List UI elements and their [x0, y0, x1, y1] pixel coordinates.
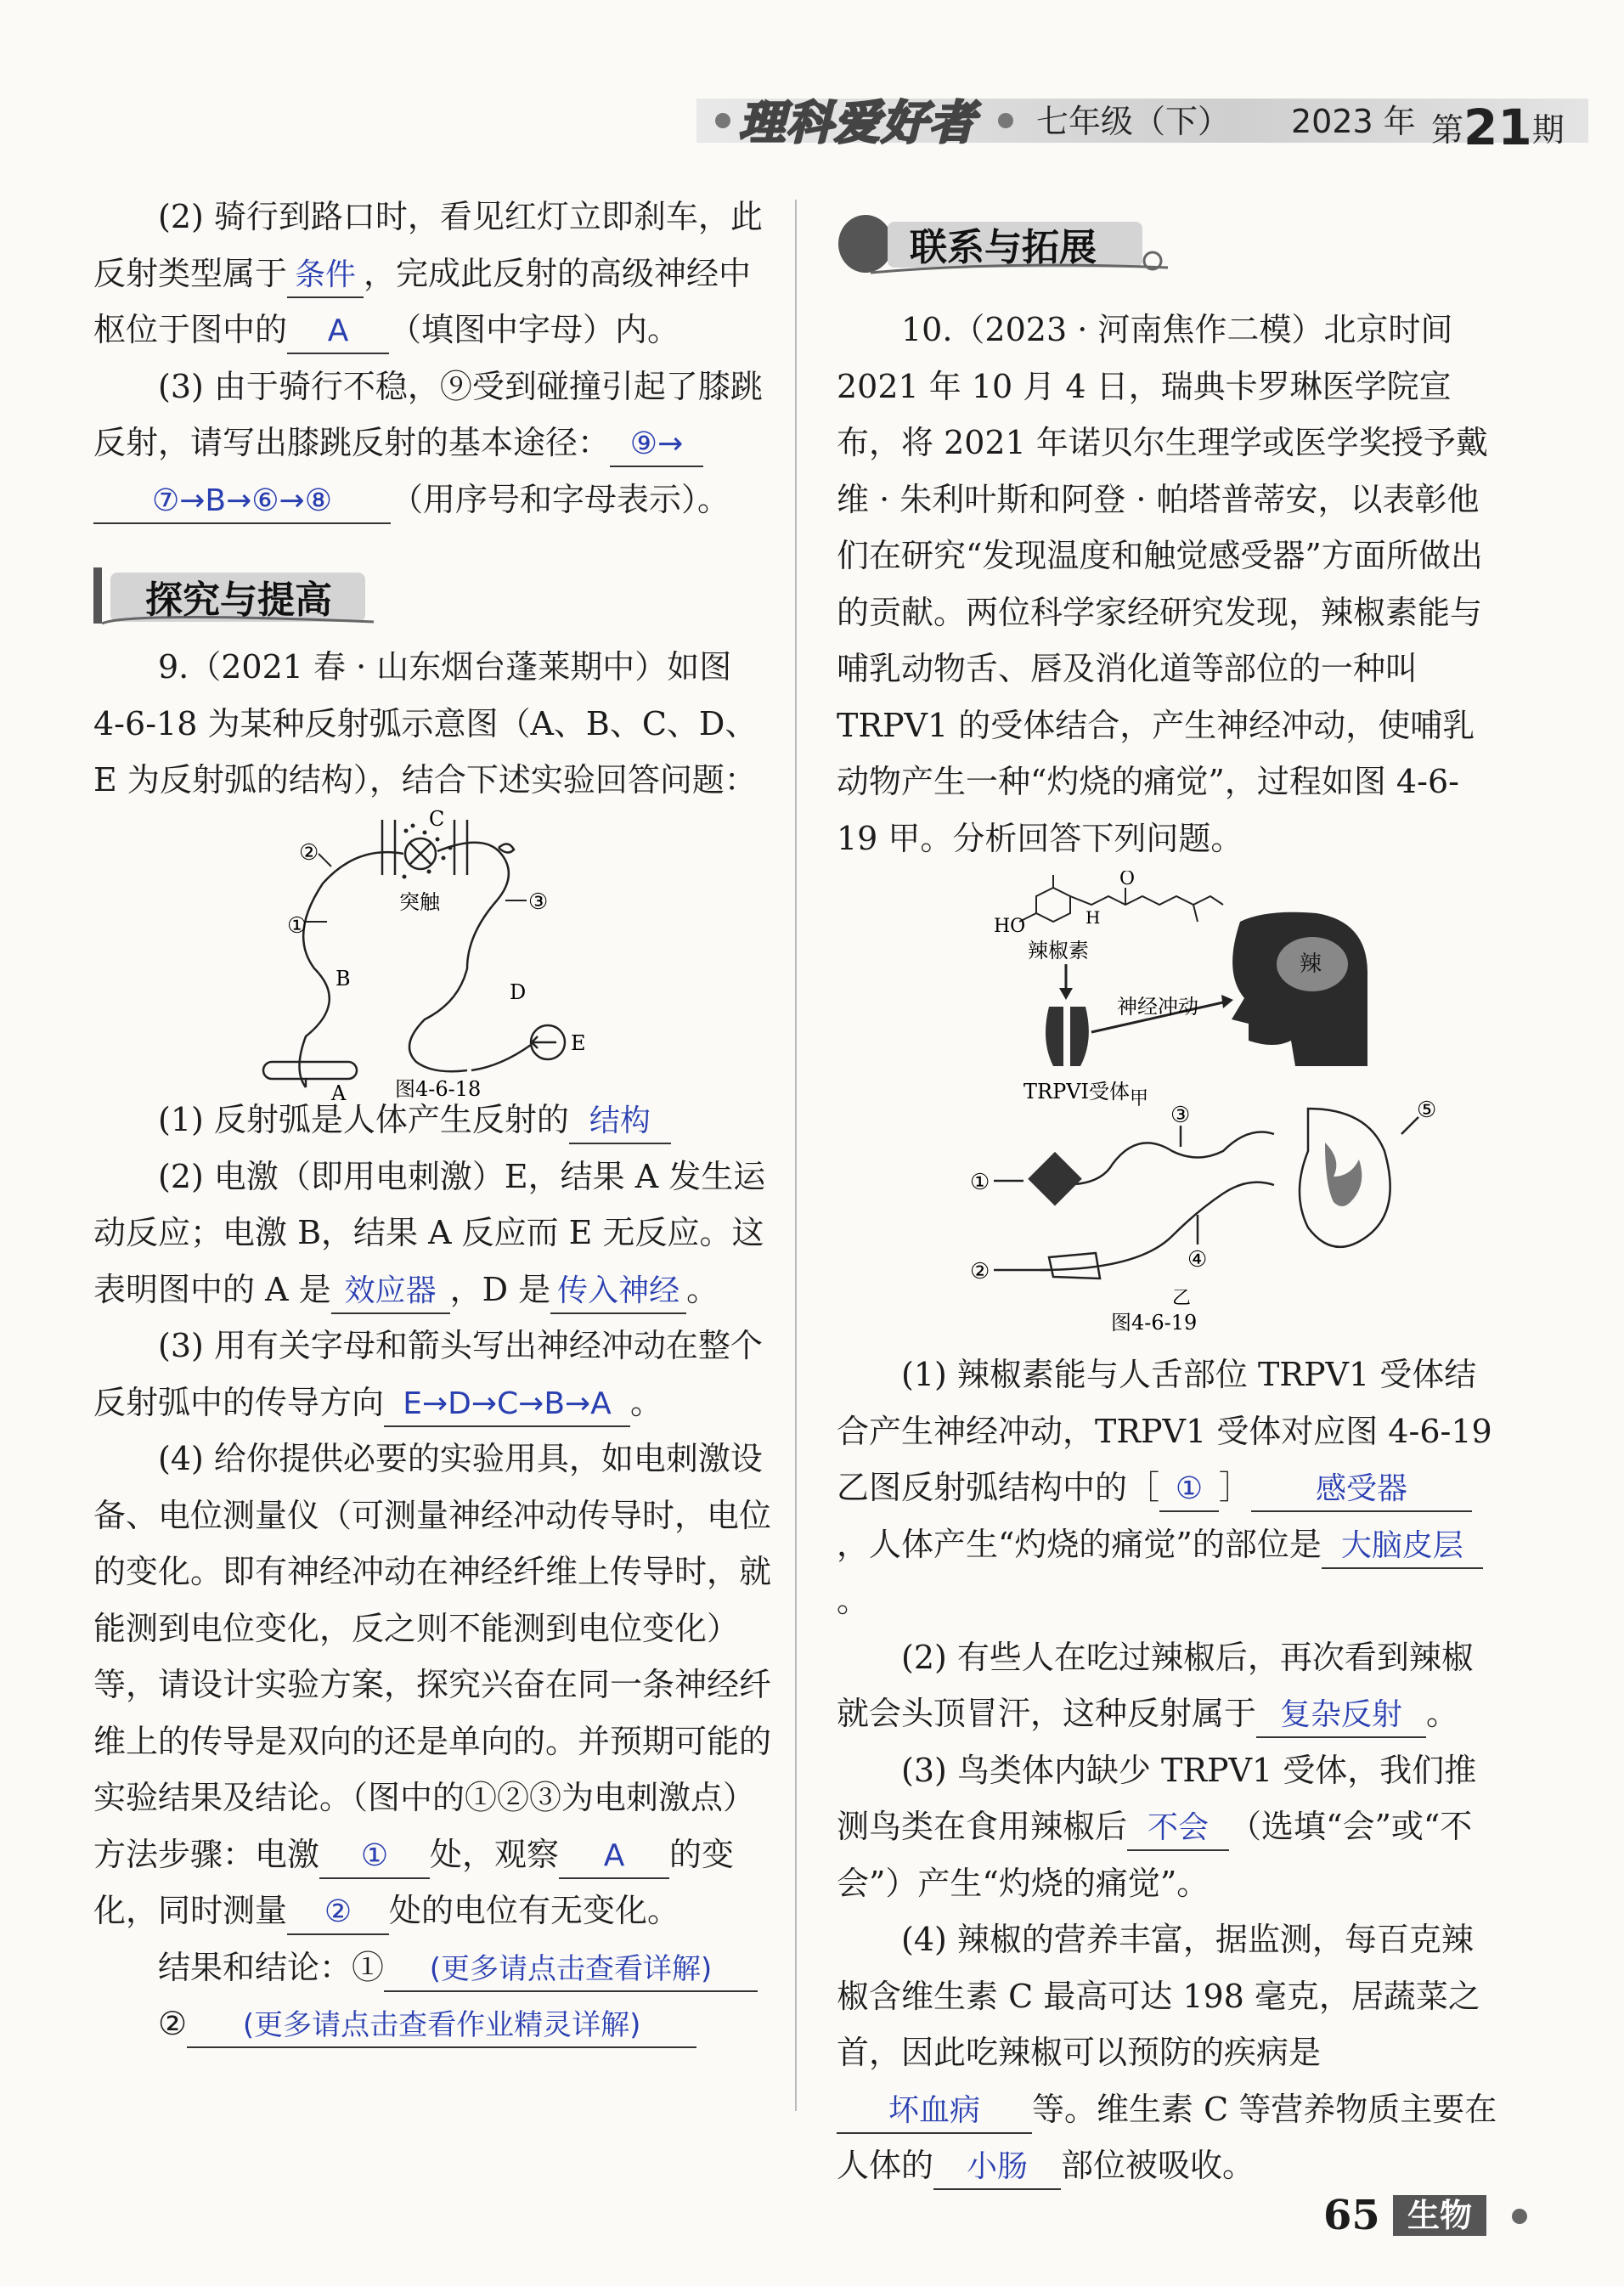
impulse-label: 神经冲动 [1117, 995, 1198, 1019]
answer-blank[interactable]: 不会 [1127, 1807, 1229, 1851]
subject-badge: 生物 [1393, 2195, 1486, 2236]
q8-part3: (3) 由于骑行不稳，⑨受到碰撞引起了膝跳反射，请写出膝跳反射的基本途径： ⑨→ ⑦→B→⑥→⑧ （用序号和字母表示）。 [93, 358, 773, 528]
q10-part2: (2) 有些人在吃过辣椒后，再次看到辣椒就会头顶冒汗，这种反射属于 复杂反射 。 [837, 1629, 1499, 1742]
answer-blank[interactable]: 小肠 [933, 2146, 1061, 2190]
page-number: 65 [1323, 2192, 1380, 2239]
q10-part1: (1) 辣椒素能与人舌部位 TRPV1 受体结合产生神经冲动，TRPV1 受体对应图 4-6-19 乙图反射弧结构中的［ ① ］ 感受器，人体产生“灼烧的痛觉”的部位是 大脑皮层。 [837, 1356, 1492, 1619]
answer-blank[interactable]: 结构 [569, 1100, 671, 1144]
arrow-icon [1059, 988, 1073, 1000]
q9-part2: (2) 电激（即用电刺激）E，结果 A 发生运动反应；电激 B，结果 A 反应而 E 无反应。这表明图中的 A 是 效应器 ，D 是 传入神经 。 [93, 1149, 773, 1318]
point-3-label: ③ [1170, 1103, 1191, 1128]
answer-blank[interactable]: 复杂反射 [1256, 1694, 1426, 1738]
brand-logo: 理科爱好者 [739, 96, 977, 150]
grade-label: 七年级（下） [1036, 103, 1231, 140]
answer-blank[interactable]: 条件 [287, 254, 364, 298]
capsaicin-label: 辣椒素 [1028, 939, 1089, 962]
answer-blank[interactable]: 大脑皮层 [1322, 1525, 1483, 1569]
label-E: E [571, 1031, 586, 1055]
method-steps: 方法步骤：电激 ① 处，观察 A 的变化，同时测量 ② 处的电位有无变化。 [93, 1826, 773, 1939]
label-D: D [510, 980, 527, 1004]
bullet-icon [1512, 2209, 1527, 2224]
answer-blank[interactable]: ⑨→ [610, 423, 703, 467]
q10-intro: 10.（2023 · 河南焦作二模）北京时间 2021 年 10 月 4 日，瑞典卡罗琳医学院宣布，将 2021 年诺贝尔生理学或医学奖授予戴维 · 朱利叶斯和阿登 · 帕塔普蒂安，以表彰他们在研究“发现温度和触觉感受器”方面所做出的贡献。两位科学家经研究发现，辣椒素能与哺乳动物舌、唇及消化道等部位的一种叫 TRPV1 的受体结合，产生神经冲动，使哺乳动物产生一种“灼烧的痛觉”，过程如图 4-6-19 甲。分析回答下列问题。 [837, 311, 1488, 857]
o-label: O [1119, 871, 1136, 889]
answer-blank[interactable]: ① [319, 1835, 430, 1879]
answer-blank[interactable]: E→D→C→B→A [384, 1383, 630, 1427]
section-heading-extend [837, 208, 1176, 278]
answer-blank[interactable]: ① [1159, 1468, 1219, 1512]
column-divider [795, 200, 797, 2111]
point-1-label: ① [287, 913, 307, 939]
label-yi: 乙 [1172, 1288, 1192, 1309]
effector-icon [1049, 1253, 1100, 1278]
reflex-arc-diagram [255, 807, 612, 1100]
q10-part3: (3) 鸟类体内缺少 TRPV1 受体，我们推测鸟类在食用辣椒后 不会 （选填“会”或“不会”）产生“灼烧的痛觉”。 [837, 1751, 1477, 1902]
receptor-organ-icon [1028, 1152, 1082, 1206]
label-jia: 甲 [1130, 1088, 1149, 1109]
q9-part4: (4) 给你提供必要的实验用具，如电刺激设备、电位测量仪（可测量神经冲动传导时，电位的变化。即有神经冲动在神经纤维上传导时，就能测到电位变化，反之则不能测到电位变化）等，请设计实验方案，探究兴奋在同一条神经纤维上的传导是双向的还是单向的。并预期可能的实验结果及结论。（图中的①②③为电刺激点） [93, 1440, 772, 1816]
bullet-icon [998, 113, 1013, 128]
h-label: H [1085, 907, 1101, 928]
point-1-label: ① [970, 1170, 990, 1195]
receptor-label: TRPVI受体 [1023, 1080, 1131, 1103]
result-1: 结果和结论：① (更多请点击查看详解) [93, 1939, 773, 1996]
label-C: C [429, 807, 445, 831]
spinal-cord-icon [1325, 1143, 1362, 1206]
figure-caption: 图4-6-18 [395, 1077, 482, 1100]
arrow-icon [1221, 995, 1233, 1008]
answer-blank[interactable]: 感受器 [1251, 1468, 1472, 1512]
q9-part1: (1) 反射弧是人体产生反射的 结构 [93, 1092, 773, 1149]
point-4-label: ④ [1187, 1247, 1208, 1273]
right-column-bottom [837, 1346, 1499, 2194]
section-title: 联系与拓展 [910, 226, 1097, 269]
year-label: 2023 年 [1291, 103, 1416, 140]
left-column-top [93, 189, 773, 528]
q10-part4: (4) 辣椒的营养丰富，据监测，每百克辣椒含维生素 C 最高可达 198 毫克，居蔬菜之首，因此吃辣椒可以预防的疾病是坏血病 等。维生素 C 等营养物质主要在人体的 小肠 部位被吸收。 [837, 1911, 1499, 2194]
q9-intro: 9.（2021 春 · 山东烟台蓬莱期中）如图 4-6-18 为某种反射弧示意图（A、B、C、D、E 为反射弧的结构），结合下述实验回答问题： [93, 648, 758, 799]
ho-label: HO [994, 916, 1026, 937]
label-B: B [336, 967, 351, 991]
label-A: A [331, 1081, 347, 1100]
detail-link[interactable]: (更多请点击查看作业精灵详解) [187, 2004, 696, 2048]
answer-blank[interactable]: 效应器 [331, 1270, 450, 1314]
result-2: ② (更多请点击查看作业精灵详解) [93, 1995, 773, 2052]
left-column-bottom [93, 1092, 773, 2052]
point-3-label: ③ [528, 889, 549, 915]
answer-blank[interactable]: 坏血病 [837, 2090, 1032, 2134]
bullet-icon [715, 113, 730, 128]
point-5-label: ⑤ [1417, 1098, 1437, 1123]
receptor-icon [1046, 1007, 1089, 1066]
section-heading-explore [93, 561, 382, 630]
label-synapse: 突触 [399, 890, 440, 914]
detail-link[interactable]: (更多请点击查看详解) [384, 1948, 758, 1992]
q9-part3: (3) 用有关字母和箭头写出神经冲动在整个反射弧中的传导方向 E→D→C→B→A 。 [93, 1318, 773, 1431]
page-footer [1323, 2192, 1595, 2243]
answer-blank[interactable]: A [287, 310, 389, 354]
point-2-label: ② [299, 840, 319, 866]
answer-blank[interactable]: 传入神经 [550, 1270, 686, 1314]
answer-blank[interactable]: A [559, 1835, 669, 1879]
answer-blank[interactable]: ⑦→B→⑥→⑧ [93, 480, 391, 524]
section-title: 探究与提高 [145, 579, 332, 622]
point-2-label: ② [970, 1259, 990, 1284]
q8-part2: (2) 骑行到路口时，看见红灯立即刹车，此反射类型属于 条件 ，完成此反射的高级神经中枢位于图中的 A （填图中字母）内。 [93, 189, 773, 358]
la-label: 辣 [1300, 951, 1322, 977]
issue-label: 第21期 [1431, 99, 1565, 156]
capsaicin-pathway-diagram [968, 871, 1529, 1342]
figure-caption: 图4-6-19 [1111, 1311, 1198, 1335]
page-header [696, 82, 1588, 158]
answer-blank[interactable]: ② [287, 1891, 389, 1935]
